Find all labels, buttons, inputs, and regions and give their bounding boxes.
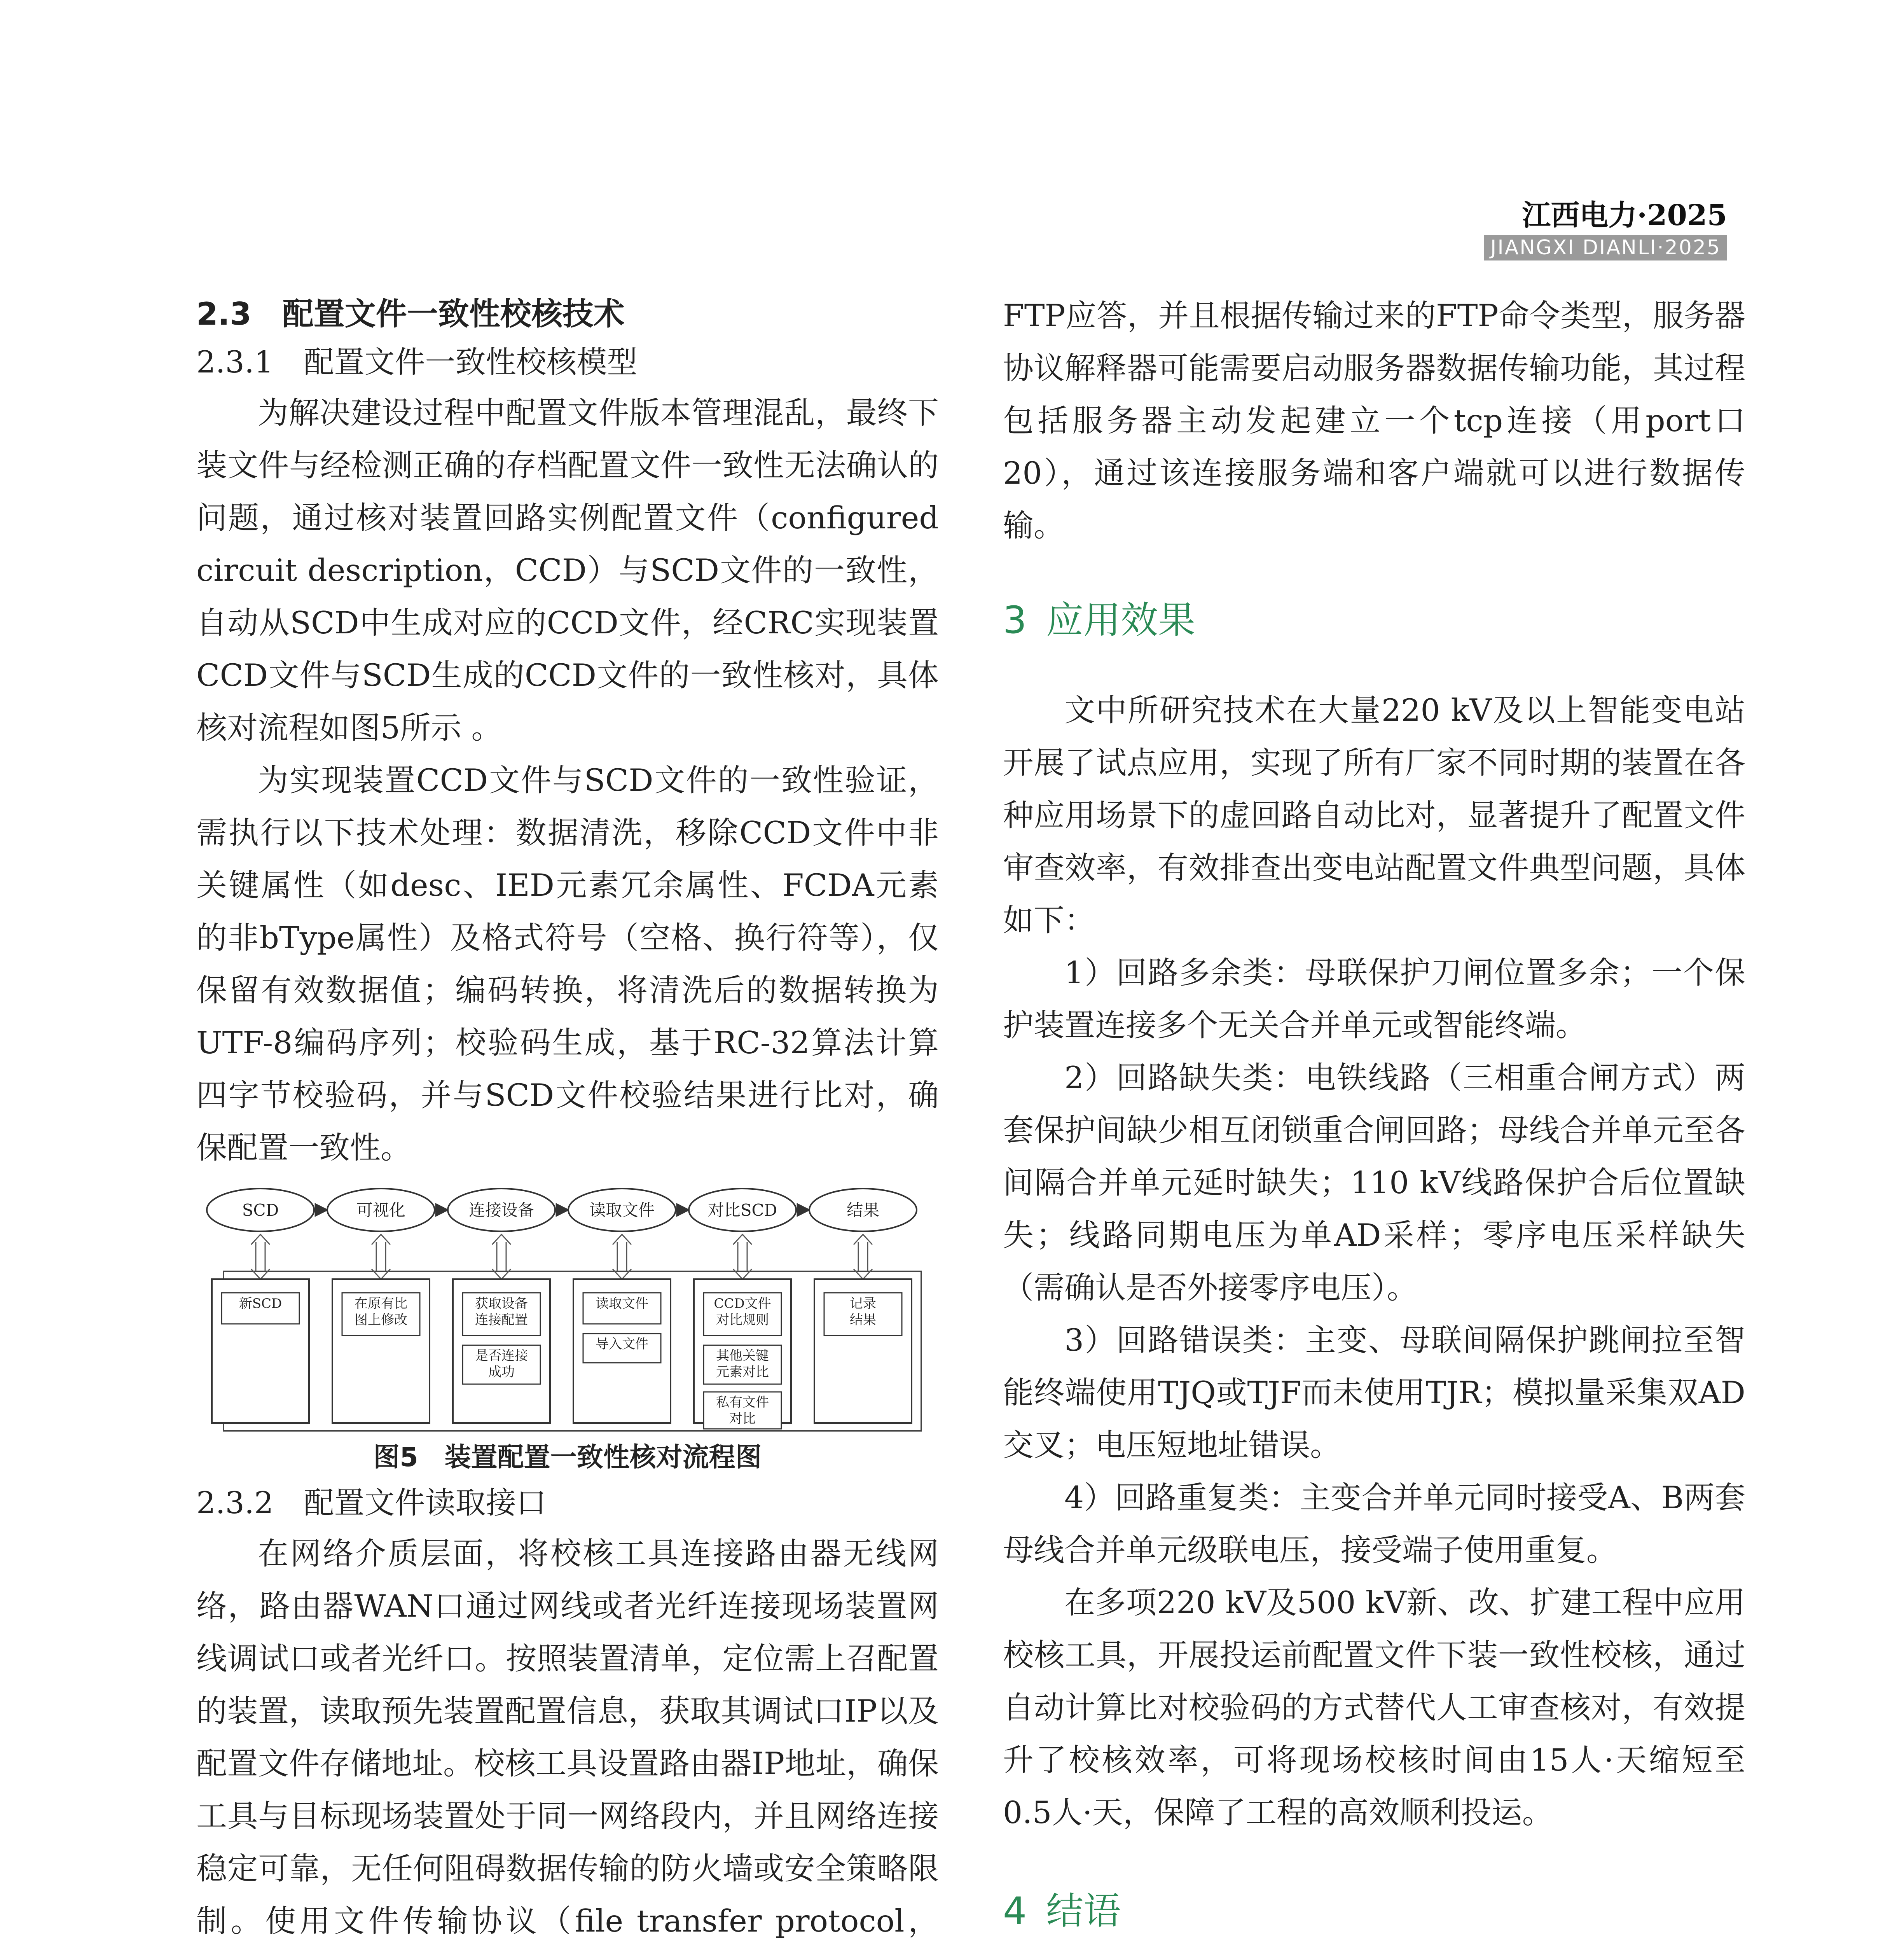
box-text: 对比规则 xyxy=(716,1312,769,1328)
box-text: 在原有比 xyxy=(355,1296,407,1311)
box-text: 其他关键 xyxy=(716,1348,769,1364)
flow-step-label: 结果 xyxy=(846,1201,880,1220)
section-heading-2-3-2: 2.3.2 配置文件读取接口 xyxy=(196,1486,547,1521)
box-text: 图上修改 xyxy=(355,1312,407,1328)
flow-connector xyxy=(613,1234,631,1279)
paragraph: 在网络介质层面，将校核工具连接路由器无线网络，路由器WAN口通过网线或者光纤连接现场装置网线调试口或者光纤口。按照装置清单，定位需上召配置的装置，读取预先装置配置信息，获取其调试口IP以及配置文件存储地址。校核工具设置路由器IP地址，确保工具与目标现场装置处于同一网络段内，并且网络连接稳定可靠，无任何阻碍数据传输的防火墙或安全策略限制。使用文件传输协议（file transfer protocol， xyxy=(196,1536,939,1939)
right-column xyxy=(1003,290,1745,1944)
flow-step-label: 对比SCD xyxy=(707,1201,777,1220)
flow-step-label: 可视化 xyxy=(356,1201,406,1220)
section-title: 应用效果 xyxy=(1046,598,1196,642)
section-heading-3 xyxy=(1003,591,1745,649)
list-item: 2）回路缺失类：电铁线路（三相重合闸方式）两套保护间缺少相互闭锁重合闸回路；母线合并单元至各间隔合并单元延时缺失；110 kV线路保护合后位置缺失；线路同期电压为单AD采样；零序电压采样缺失（需确认是否外接零序电压）。 xyxy=(1003,1060,1745,1306)
journal-subtitle: JIANGXI DIANLI·2025 xyxy=(1484,235,1727,260)
figure-5 xyxy=(196,1182,939,1479)
box-text: 读取文件 xyxy=(596,1296,648,1311)
box-text: 私有文件 xyxy=(716,1395,769,1410)
left-column xyxy=(196,290,939,1944)
flow-connector xyxy=(251,1234,270,1279)
list-item: 4）回路重复类：主变合并单元同时接受A、B两套母线合并单元级联电压，接受端子使用重复。 xyxy=(1003,1480,1745,1568)
box-text: 是否连接 xyxy=(475,1348,528,1364)
paragraph: 为解决建设过程中配置文件版本管理混乱，最终下装文件与经检测正确的存档配置文件一致性无法确认的问题，通过核对装置回路实例配置文件（configured circuit description，CCD）与SCD文件的一致性，自动从SCD中生成对应的CCD文件，经CRC实现装置CCD文件与SCD生成的CCD文件的一致性核对，具体核对流程如图5所示 。 xyxy=(196,395,939,746)
paragraph: 文中所研究技术在大量220 kV及以上智能变电站开展了试点应用，实现了所有厂家不同时期的装置在各种应用场景下的虚回路自动比对，显著提升了配置文件审查效率，有效排查出变电站配置文件典型问题，具体如下： xyxy=(1003,692,1745,938)
box-text: 导入文件 xyxy=(596,1336,648,1352)
section-number: 4 xyxy=(1003,1889,1027,1933)
box-text: 成功 xyxy=(488,1364,515,1380)
figure-caption: 图5 装置配置一致性核对流程图 xyxy=(373,1442,762,1473)
flow-step-label: SCD xyxy=(242,1201,279,1220)
section-number: 3 xyxy=(1003,598,1027,642)
box-text: 元素对比 xyxy=(716,1364,769,1380)
flowchart-diagram xyxy=(196,1182,939,1435)
flow-step-label: 读取文件 xyxy=(589,1201,655,1220)
paragraph: 为实现装置CCD文件与SCD文件的一致性验证，需执行以下技术处理：数据清洗，移除CCD文件中非关键属性（如desc、IED元素冗余属性、FCDA元素的非bType属性）及格式符号（空格、换行符等），仅保留有效数据值；编码转换，将清洗后的数据转换为UTF-8编码序列；校验码生成，基于RC-32算法计算四字节校验码，并与SCD文件校验结果进行比对，确保配置一致性。 xyxy=(196,762,939,1166)
flow-connector xyxy=(372,1234,390,1279)
section-heading-2-3: 2.3 配置文件一致性校核技术 xyxy=(196,296,625,332)
section-heading-2-3-1: 2.3.1 配置文件一致性校核模型 xyxy=(196,345,638,380)
paragraph: FTP应答，并且根据传输过来的FTP命令类型，服务器协议解释器可能需要启动服务器数据传输功能，其过程包括服务器主动发起建立一个tcp连接（用port口20），通过该连接服务端和客户端就可以进行数据传输。 xyxy=(1003,298,1745,544)
section-heading-4 xyxy=(1003,1882,1745,1940)
flow-connector xyxy=(733,1234,752,1279)
box-text: 对比 xyxy=(729,1411,756,1427)
box-text: 获取设备 xyxy=(475,1296,528,1311)
box-text: 记录 xyxy=(850,1296,876,1311)
box-text: 新SCD xyxy=(239,1296,282,1311)
flow-connector xyxy=(492,1234,511,1279)
list-item: 1）回路多余类：母联保护刀闸位置多余；一个保护装置连接多个无关合并单元或智能终端。 xyxy=(1003,955,1745,1043)
journal-title: 江西电力·2025 xyxy=(1522,199,1727,232)
section-title: 结语 xyxy=(1046,1889,1121,1933)
box-text: 连接配置 xyxy=(475,1312,528,1328)
box-text: CCD文件 xyxy=(714,1296,771,1311)
list-item: 3）回路错误类：主变、母联间隔保护跳闸拉至智能终端使用TJQ或TJF而未使用TJR；模拟量采集双AD交叉；电压短地址错误。 xyxy=(1003,1322,1745,1463)
flow-connector xyxy=(854,1234,872,1279)
box-text: 结果 xyxy=(850,1312,876,1328)
paragraph: 在多项220 kV及500 kV新、改、扩建工程中应用校核工具，开展投运前配置文件下装一致性校核，通过自动计算比对校验码的方式替代人工审查核对，有效提升了校核效率，可将现场校核时间由15人·天缩短至0.5人·天，保障了工程的高效顺利投运。 xyxy=(1003,1585,1745,1830)
flow-step-label: 连接设备 xyxy=(468,1201,535,1220)
